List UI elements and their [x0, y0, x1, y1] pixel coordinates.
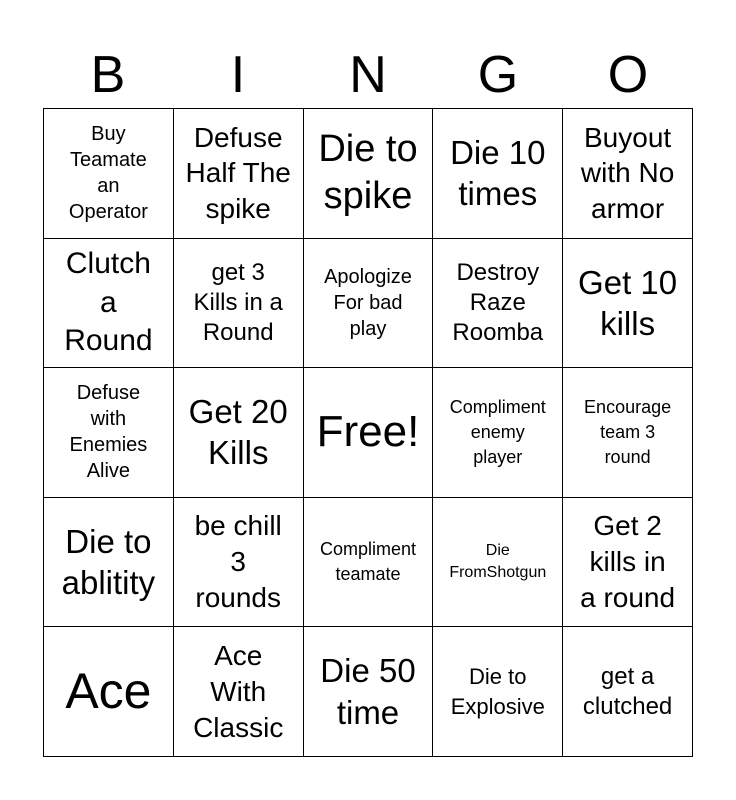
header-letter-i: I	[230, 46, 246, 104]
cell-text: Die to ablitity	[61, 522, 156, 602]
bingo-cell-r1c2[interactable]	[174, 109, 304, 239]
cell-text: Compliment teamate	[319, 538, 416, 585]
cell-text: Defuse Half The spike	[185, 121, 291, 225]
bingo-cell-r3c5[interactable]	[563, 368, 693, 498]
cell-text: Get 2 kills in a round	[580, 510, 676, 613]
bingo-cell-r2c1[interactable]	[44, 239, 174, 369]
header-letter-b: B	[90, 46, 126, 104]
bingo-header	[43, 44, 693, 106]
bingo-cell-r5c3[interactable]	[304, 627, 434, 757]
bingo-cell-r5c5[interactable]	[563, 627, 693, 757]
bingo-cell-r5c4[interactable]	[433, 627, 563, 757]
cell-text: be chill 3 rounds	[194, 510, 282, 613]
cell-text: Die 10 times	[450, 134, 546, 213]
bingo-cell-r3c3[interactable]	[304, 368, 434, 498]
cell-text: Die to Explosive	[450, 664, 545, 719]
header-letter-o: O	[607, 46, 649, 104]
cell-text: Die to spike	[318, 127, 418, 218]
bingo-cell-r1c5[interactable]	[563, 109, 693, 239]
cell-text: Get 10 kills	[578, 263, 678, 342]
cell-text: Die FromShotgun	[449, 541, 547, 582]
cell-text: Buyout with No armor	[580, 121, 675, 225]
bingo-cell-r2c3[interactable]	[304, 239, 434, 369]
cell-text: Clutch a Round	[64, 247, 153, 358]
bingo-cell-r4c4[interactable]	[433, 498, 563, 628]
bingo-cell-r5c2[interactable]	[174, 627, 304, 757]
cell-text: Die 50 time	[320, 652, 416, 731]
bingo-cell-r4c5[interactable]	[563, 498, 693, 628]
bingo-cell-r1c3[interactable]	[304, 109, 434, 239]
bingo-cell-r1c1[interactable]	[44, 109, 174, 239]
cell-text: get 3 Kills in a Round	[193, 258, 283, 346]
header-letter-g: G	[477, 46, 519, 104]
cell-text: Encourage team 3 round	[584, 396, 672, 468]
bingo-cell-r4c3[interactable]	[304, 498, 434, 628]
bingo-cell-r3c2[interactable]	[174, 368, 304, 498]
cell-text: Ace With Classic	[193, 639, 284, 743]
bingo-cell-r2c4[interactable]	[433, 239, 563, 369]
bingo-cell-r5c1[interactable]	[44, 627, 174, 757]
bingo-cell-r4c2[interactable]	[174, 498, 304, 628]
bingo-cell-r3c1[interactable]	[44, 368, 174, 498]
cell-text-free: Free!	[316, 407, 420, 457]
bingo-cell-r2c5[interactable]	[563, 239, 693, 369]
bingo-cell-r1c4[interactable]	[433, 109, 563, 239]
cell-text: get a clutched	[582, 662, 673, 720]
cell-text: Compliment enemy player	[449, 396, 546, 468]
bingo-board	[43, 108, 693, 757]
cell-text: Get 20 Kills	[188, 393, 288, 472]
cell-text: Buy Teamate an Operator	[68, 123, 148, 224]
bingo-cell-r2c2[interactable]	[174, 239, 304, 369]
cell-text: Destroy Raze Roomba	[452, 258, 544, 346]
cell-text: Defuse with Enemies Alive	[69, 382, 148, 483]
bingo-cell-r3c4[interactable]	[433, 368, 563, 498]
cell-text: Apologize For bad play	[324, 265, 412, 340]
bingo-cell-r4c1[interactable]	[44, 498, 174, 628]
cell-text: Ace	[65, 663, 152, 720]
header-letter-n: N	[349, 46, 387, 104]
